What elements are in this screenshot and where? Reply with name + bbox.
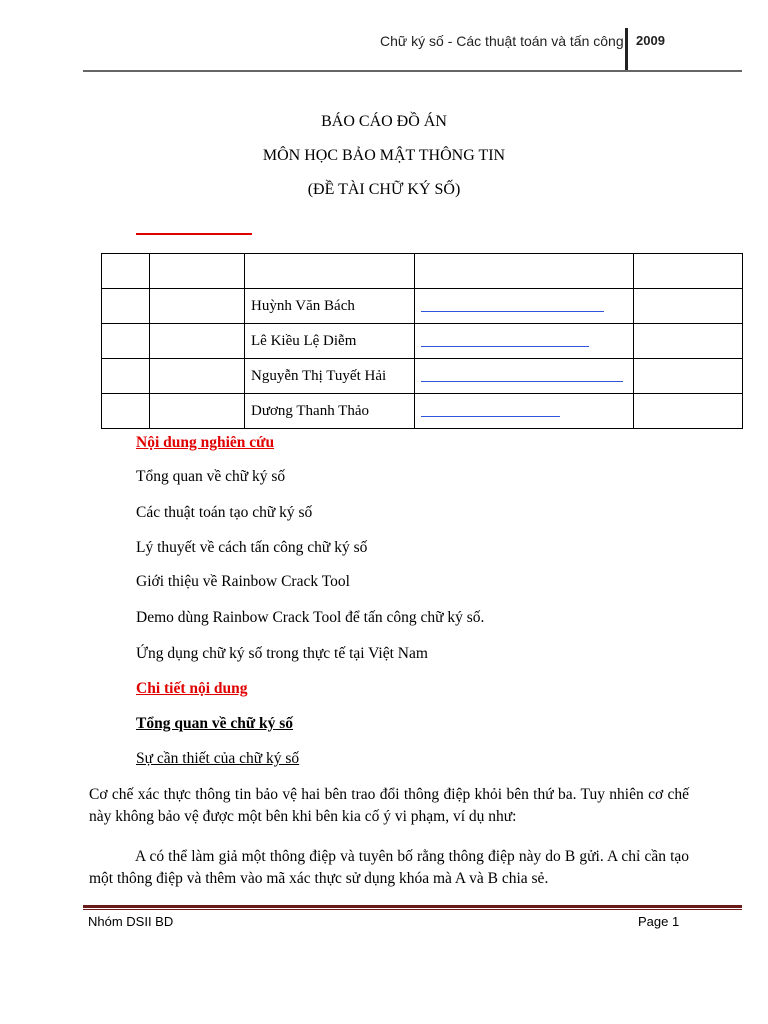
red-underline bbox=[136, 233, 252, 235]
table-row bbox=[102, 289, 743, 324]
page-number: Page 1 bbox=[638, 914, 680, 929]
section-title: Tổng quan về chữ ký số bbox=[136, 715, 294, 732]
table-cell bbox=[102, 394, 150, 429]
header-divider bbox=[625, 28, 628, 72]
list-item: Demo dùng Rainbow Crack Tool để tấn công chữ ký số. bbox=[136, 609, 485, 626]
list-item: Ứng dụng chữ ký số trong thực tế tại Việt Nam bbox=[136, 645, 428, 662]
header-title: Chữ ký số - Các thuật toán và tấn công bbox=[380, 33, 624, 49]
email-link[interactable] bbox=[421, 311, 604, 312]
table-cell bbox=[634, 289, 743, 324]
email-link[interactable] bbox=[421, 381, 623, 382]
member-name: Huỳnh Văn Bách bbox=[245, 289, 415, 324]
paragraph: Cơ chế xác thực thông tin bảo vệ hai bên trao đổi thông điệp khỏi bên thứ ba. Tuy nhiên cơ chế này không bảo vệ được một bên khi bên kia cố ý vi phạm, ví dụ như: bbox=[89, 786, 689, 825]
email-cell bbox=[415, 324, 634, 359]
table-cell bbox=[102, 324, 150, 359]
header-year: 2009 bbox=[636, 33, 665, 48]
member-name: Lê Kiều Lệ Diễm bbox=[245, 324, 415, 359]
email-link[interactable] bbox=[421, 416, 560, 417]
table-cell bbox=[634, 324, 743, 359]
table-cell bbox=[150, 254, 245, 289]
footer-rule bbox=[83, 909, 742, 910]
table-row bbox=[102, 324, 743, 359]
table-cell bbox=[634, 254, 743, 289]
member-name: Nguyễn Thị Tuyết Hải bbox=[245, 359, 415, 394]
footer-group: Nhóm DSII BD bbox=[88, 914, 174, 929]
research-heading: Nội dung nghiên cứu bbox=[136, 434, 275, 451]
header-rule bbox=[83, 70, 742, 72]
list-item: Tổng quan về chữ ký số bbox=[136, 468, 286, 485]
table-cell bbox=[150, 394, 245, 429]
table-cell bbox=[102, 289, 150, 324]
paragraph: A có thể làm giả một thông điệp và tuyên bố rằng thông điệp này do B gửi. A chỉ cần tạo một thông điệp và thêm vào mã xác thực sử dụng khóa mà A và B chia sẻ. bbox=[89, 848, 689, 887]
report-title: BÁO CÁO ĐỒ ÁN bbox=[321, 113, 447, 130]
list-item: Các thuật toán tạo chữ ký số bbox=[136, 504, 313, 521]
subsection-title: Sự cần thiết của chữ ký số bbox=[136, 750, 300, 767]
table-cell bbox=[102, 254, 150, 289]
members-table bbox=[101, 253, 743, 429]
course-title: MÔN HỌC BẢO MẬT THÔNG TIN bbox=[262, 147, 506, 164]
member-name: Dương Thanh Thảo bbox=[245, 394, 415, 429]
table-cell bbox=[150, 289, 245, 324]
footer-rule bbox=[83, 905, 742, 908]
topic-title: (ĐỀ TÀI CHỮ KÝ SỐ) bbox=[307, 181, 461, 198]
table-cell bbox=[415, 254, 634, 289]
email-cell bbox=[415, 289, 634, 324]
list-item: Lý thuyết về cách tấn công chữ ký số bbox=[136, 539, 368, 556]
table-cell bbox=[634, 359, 743, 394]
table-cell bbox=[150, 359, 245, 394]
table-cell bbox=[150, 324, 245, 359]
table-cell bbox=[634, 394, 743, 429]
email-cell bbox=[415, 359, 634, 394]
table-cell bbox=[245, 254, 415, 289]
details-heading: Chi tiết nội dung bbox=[136, 680, 248, 697]
email-cell bbox=[415, 394, 634, 429]
table-row bbox=[102, 359, 743, 394]
list-item: Giới thiệu về Rainbow Crack Tool bbox=[136, 573, 350, 590]
table-row bbox=[102, 394, 743, 429]
table-row bbox=[102, 254, 743, 289]
email-link[interactable] bbox=[421, 346, 589, 347]
table-cell bbox=[102, 359, 150, 394]
